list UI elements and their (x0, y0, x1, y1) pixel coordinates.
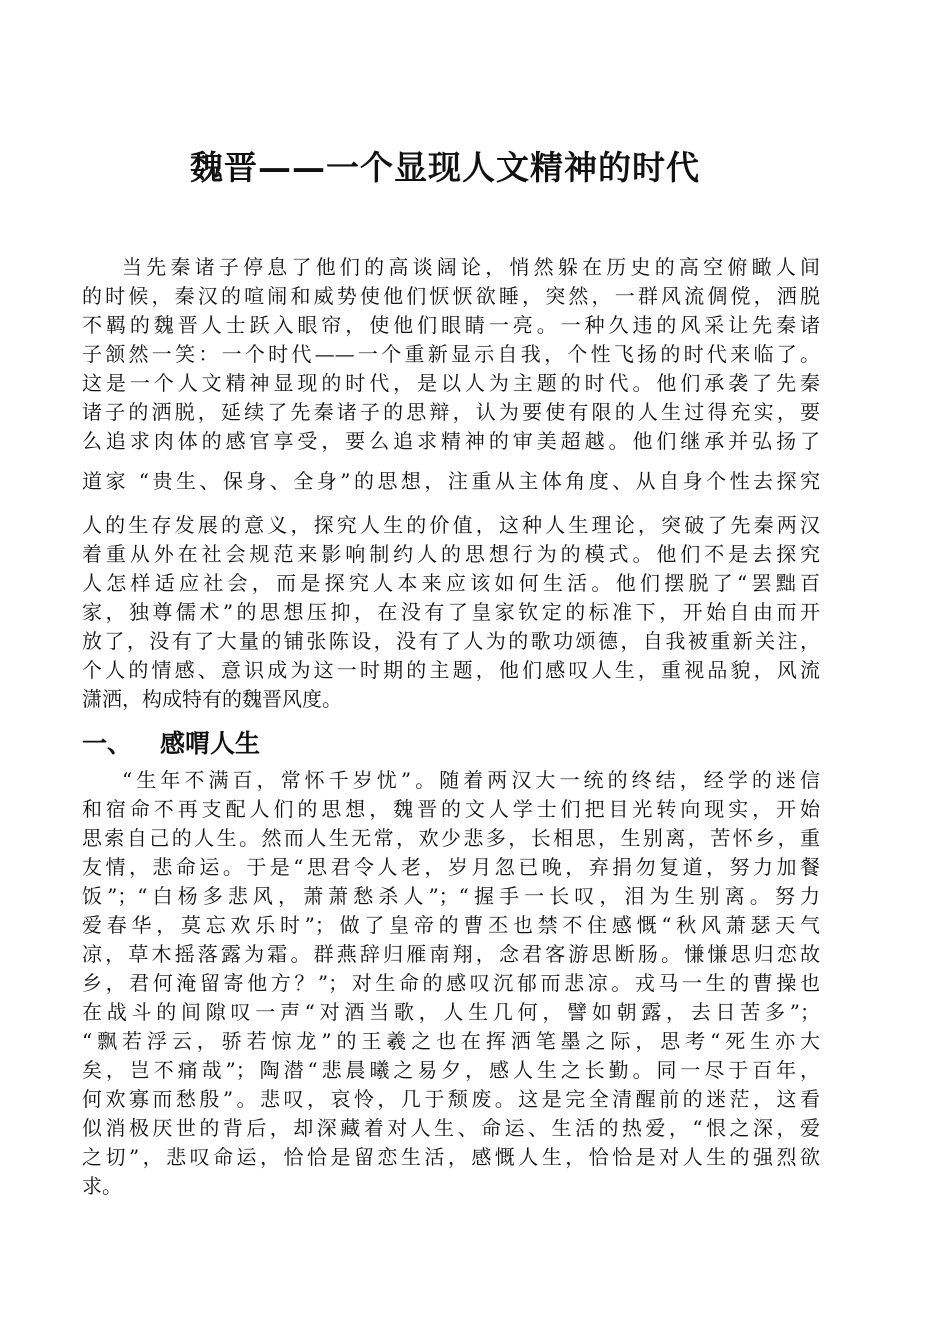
document-title: 魏晋——一个显现人文精神的时代 (190, 148, 700, 187)
text-line: 子颔然一笑：一个时代——一个重新显示自我，个性飞扬的时代来临了。 (82, 342, 820, 366)
intro-paragraph-part2 (82, 467, 820, 496)
intro-paragraph-part1 (82, 253, 820, 456)
text-line: 的时候，秦汉的喧闹和威势使他们恹恹欲睡，突然，一群风流倜傥，洒脱 (82, 284, 820, 308)
text-line: “飘若浮云，骄若惊龙”的王羲之也在挥洒笔墨之际，思考“死生亦大 (82, 1029, 820, 1053)
text-line: 矣，岂不痛哉”；陶潜“悲晨曦之易夕，感人生之长勤。同一尽于百年， (82, 1058, 820, 1082)
text-line: 似消极厌世的背后，却深藏着对人生、命运、生活的热爱，“恨之深，爱 (82, 1116, 820, 1140)
section-heading (82, 724, 260, 760)
text-line: 个人的情感、意识成为这一时期的主题，他们感叹人生，重视品貌，风流 (82, 658, 820, 682)
text-line: 么追求肉体的感官享受，要么追求精神的审美超越。他们继承并弘扬了 (82, 429, 820, 453)
text-line: 爱春华，莫忘欢乐时”；做了皇帝的曹丕也禁不住感慨“秋风萧瑟天气 (82, 913, 820, 937)
text-line: 人的生存发展的意义，探究人生的价值，这种人生理论，突破了先秦两汉 (82, 513, 820, 537)
text-line: 这是一个人文精神显现的时代，是以人为主题的时代。他们承袭了先秦 (82, 371, 820, 395)
text-line: 潇洒，构成特有的魏晋风度。 (82, 687, 342, 711)
section-title: 感喟人生 (160, 729, 261, 758)
text-line: 乡，君何淹留寄他方？”；对生命的感叹沉郁而悲凉。戎马一生的曹操也 (82, 971, 820, 995)
text-line: 不羁的魏晋人士跃入眼帘，使他们眼睛一亮。一种久违的风采让先秦诸 (82, 313, 820, 337)
text-line: 诸子的洒脱，延续了先秦诸子的思辩，认为要使有限的人生过得充实，要 (82, 400, 820, 424)
text-line: 友情，悲命运。于是“思君令人老，岁月忽已晚，弃捐勿复道，努力加餐 (82, 855, 820, 879)
text-line: 思索自己的人生。然而人生无常，欢少悲多，长相思，生别离，苦怀乡，重 (82, 826, 820, 850)
text-line: 道家 “贵生、保身、全身”的思想，注重从主体角度、从自身个性去探究 (82, 469, 820, 493)
text-line: 在战斗的间隙叹一声“对酒当歌，人生几何，譬如朝露，去日苦多”； (82, 1000, 820, 1024)
text-line: 凉，草木摇落露为霜。群燕辞归雁南翔，念君客游思断肠。慊慊思归恋故 (82, 942, 820, 966)
text-line: 和宿命不再支配人们的思想，魏晋的文人学士们把目光转向现实，开始 (82, 797, 820, 821)
text-line: 之切”，悲叹命运，恰恰是留恋生活，感慨人生，恰恰是对人生的强烈欲 (82, 1145, 820, 1169)
text-line: 何欢寡而愁殷”。悲叹，哀怜，几于颓废。这是完全清醒前的迷茫，这看 (82, 1087, 820, 1111)
text-line: 求。 (82, 1174, 122, 1198)
intro-paragraph-part3 (82, 511, 820, 714)
text-line: 人怎样适应社会，而是探究人本来应该如何生活。他们摆脱了“罢黜百 (82, 571, 820, 595)
section-number: 一、 (82, 729, 133, 758)
text-line: 家，独尊儒术”的思想压抑，在没有了皇家钦定的标准下，开始自由而开 (82, 600, 820, 624)
section1-paragraph (82, 766, 820, 1201)
text-line: 着重从外在社会规范来影响制约人的思想行为的模式。他们不是去探究 (82, 542, 820, 566)
text-line: 当先秦诸子停息了他们的高谈阔论，悄然躲在历史的高空俯瞰人间 (122, 255, 820, 279)
text-line: “生年不满百，常怀千岁忧”。随着两汉大一统的终结，经学的迷信 (122, 768, 820, 792)
text-line: 放了，没有了大量的铺张陈设，没有了人为的歌功颂德，自我被重新关注， (82, 629, 820, 653)
text-line: 饭”；“白杨多悲风，萧萧愁杀人”；“握手一长叹，泪为生别离。努力 (82, 884, 820, 908)
